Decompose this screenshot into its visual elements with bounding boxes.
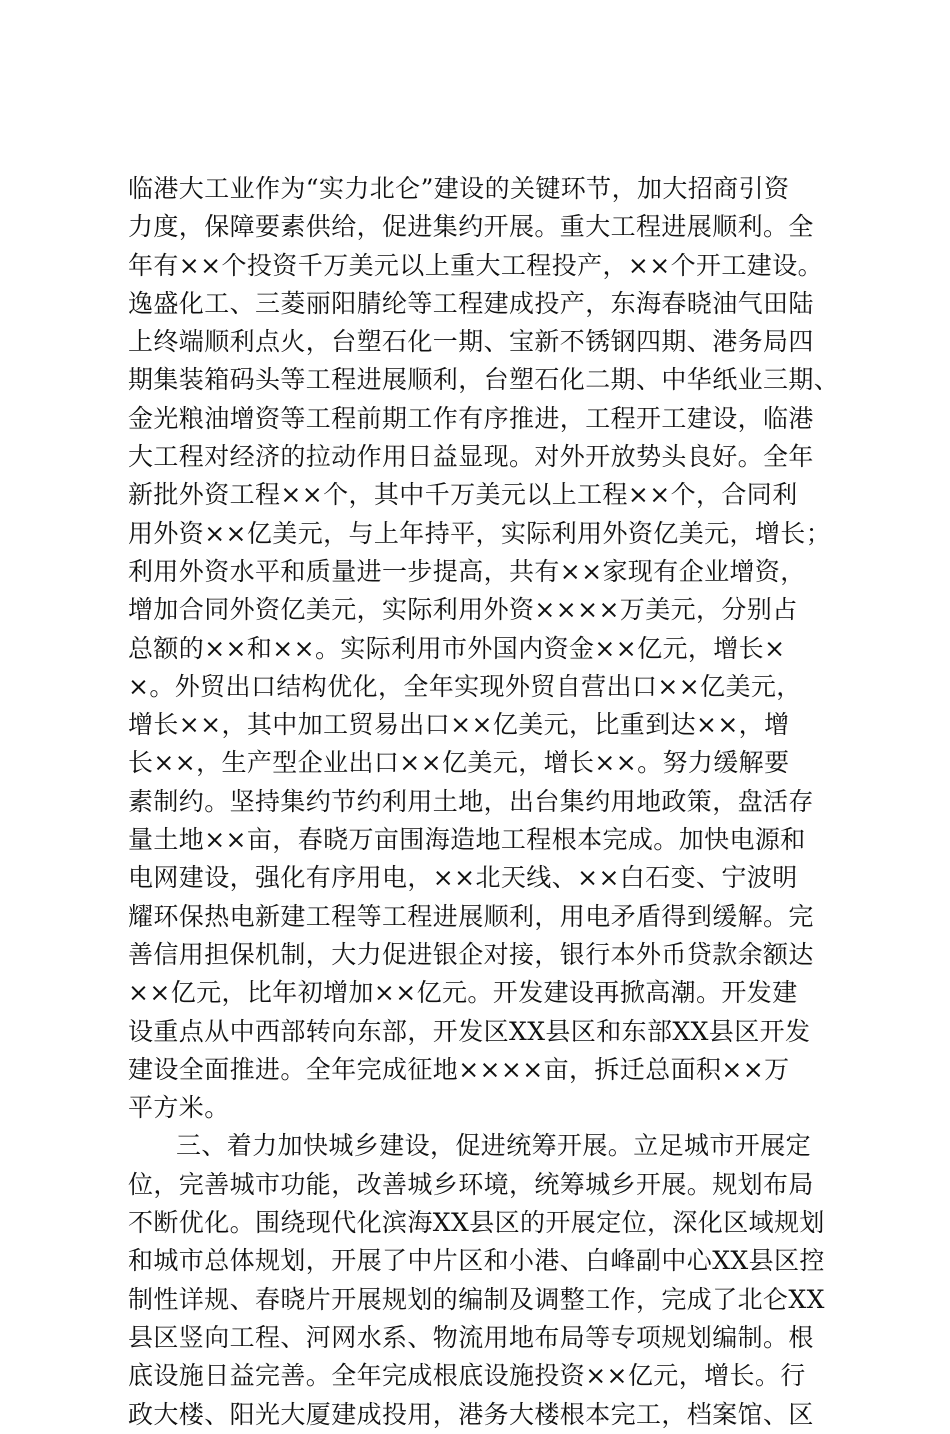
text-line-19: 电网建设，强化有序用电，××北天线、××白石变、宁波明: [128, 863, 798, 893]
text-line-31: 县区竖向工程、河网水系、物流用地布局等专项规划编制。根: [128, 1322, 814, 1352]
section-heading-paragraph-start: 三、着力加快城乡建设，促进统筹开展。立足城市开展定: [176, 1131, 812, 1161]
text-line-22: ××亿元，比年初增加××亿元。开发建设再掀高潮。开发建: [128, 978, 798, 1008]
text-line-12: 增加合同外资亿美元，实际利用外资××××万美元，分别占: [128, 595, 798, 625]
text-line-7: 金光粮油增资等工程前期工作有序推进，工程开工建设，临港: [128, 403, 814, 433]
text-line-28: 不断优化。围绕现代化滨海XX县区的开展定位，深化区域规划: [128, 1208, 825, 1238]
text-line-24: 建设全面推进。全年完成征地××××亩，拆迁总面积××万: [128, 1054, 790, 1084]
text-line-14: ×。外贸出口结构优化，全年实现外贸自营出口××亿美元，: [128, 671, 802, 701]
text-line-17: 素制约。坚持集约节约利用土地，出台集约用地政策，盘活存: [128, 786, 814, 816]
text-line-2: 力度，保障要素供给，促进集约开展。重大工程进展顺利。全: [128, 212, 814, 242]
text-line-32: 底设施日益完善。全年完成根底设施投资××亿元，增长。行: [128, 1361, 806, 1391]
text-line-1: 临港大工业作为“实力北仑”建设的关键环节，加大招商引资: [128, 174, 790, 203]
text-line-16: 长××，生产型企业出口××亿美元，增长××。努力缓解要: [128, 748, 790, 778]
text-line-18: 量土地××亩，春晓万亩围海造地工程根本完成。加快电源和: [128, 825, 806, 855]
text-line-5: 上终端顺利点火，台塑石化一期、宝新不锈钢四期、港务局四: [128, 327, 814, 357]
text-line-30: 制性详规、春晓片开展规划的编制及调整工作，完成了北仑XX: [128, 1284, 825, 1314]
text-line-33: 政大楼、阳光大厦建成投用，港务大楼根本完工，档案馆、区: [128, 1399, 814, 1429]
text-line-27: 位，完善城市功能，改善城乡环境，统筹城乡开展。规划布局: [128, 1169, 814, 1199]
text-line-3: 年有××个投资千万美元以上重大工程投产，××个开工建设。: [128, 250, 823, 280]
text-line-10: 用外资××亿美元，与上年持平，实际利用外资亿美元，增长；: [128, 518, 832, 548]
text-line-11: 利用外资水平和质量进一步提高，共有××家现有企业增资，: [128, 556, 806, 586]
text-line-15: 增长××，其中加工贸易出口××亿美元，比重到达××，增: [128, 710, 790, 740]
text-line-29: 和城市总体规划，开展了中片区和小港、白峰副中心XX县区控: [128, 1246, 825, 1276]
text-line-13: 总额的××和××。实际利用市外国内资金××亿元，增长×: [128, 633, 786, 663]
text-line-20: 耀环保热电新建工程等工程进展顺利，用电矛盾得到缓解。完: [128, 901, 814, 931]
text-line-6: 期集装箱码头等工程进展顺利，台塑石化二期、中华纸业三期、: [128, 365, 840, 395]
text-line-9: 新批外资工程××个，其中千万美元以上工程××个，合同利: [128, 480, 798, 510]
text-line-23: 设重点从中西部转向东部，开发区XX县区和东部XX县区开发: [128, 1016, 811, 1046]
body-text: [128, 170, 840, 1434]
text-line-8: 大工程对经济的拉动作用日益显现。对外开放势头良好。全年: [128, 442, 814, 472]
text-line-21: 善信用担保机制，大力促进银企对接，银行本外币贷款余额达: [128, 939, 814, 969]
text-line-4: 逸盛化工、三菱丽阳腈纶等工程建成投产，东海春晓油气田陆: [128, 288, 814, 318]
text-line-25: 平方米。: [128, 1093, 230, 1123]
